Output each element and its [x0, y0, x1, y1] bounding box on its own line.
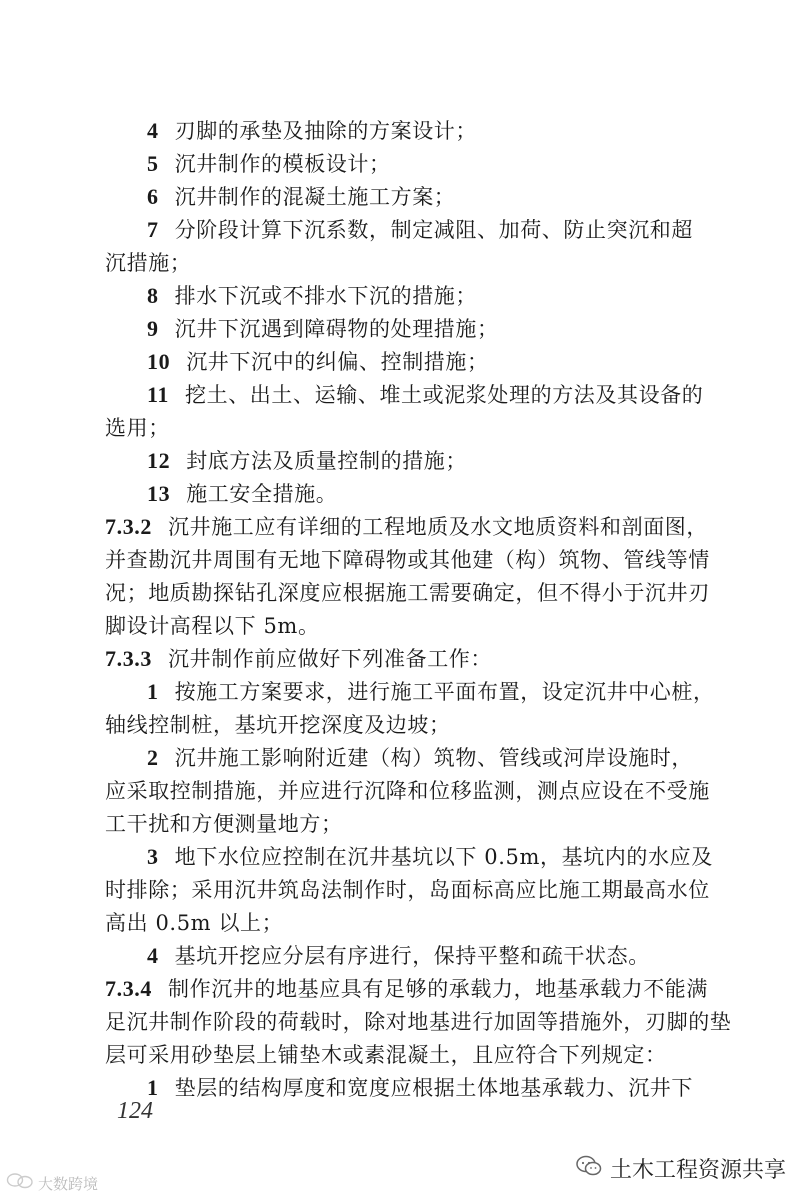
text-line	[147, 942, 804, 970]
section-number: 7.3.4	[105, 976, 152, 1001]
text-line	[147, 447, 804, 475]
item-number: 7	[147, 217, 159, 242]
line-text: 制作沉井的地基应具有足够的承载力，地基承载力不能满	[168, 977, 708, 1001]
line-text: 基坑开挖应分层有序进行，保持平整和疏干状态。	[174, 944, 650, 968]
item-number: 12	[147, 448, 171, 473]
text-line	[105, 579, 804, 607]
text-line	[147, 150, 804, 178]
text-line	[105, 711, 804, 739]
text-line	[147, 480, 804, 508]
text-line	[105, 1008, 804, 1036]
line-text: 应采取控制措施，并应进行沉降和位移监测，测点应设在不受施	[105, 779, 710, 803]
item-number: 1	[147, 679, 159, 704]
line-text: 沉井下沉中的纠偏、控制措施；	[186, 350, 489, 374]
item-number: 5	[147, 151, 159, 176]
text-line	[147, 216, 804, 244]
line-text: 分阶段计算下沉系数，制定减阻、加荷、防止突沉和超	[174, 218, 694, 242]
text-line	[105, 777, 804, 805]
line-text: 足沉井制作阶段的荷载时，除对地基进行加固等措施外，刃脚的垫	[105, 1010, 732, 1034]
item-number: 8	[147, 283, 159, 308]
watermark-right-text: 土木工程资源共享	[609, 1158, 786, 1183]
line-text: 沉井制作的模板设计；	[174, 152, 391, 176]
line-text: 沉井制作的混凝土施工方案；	[174, 185, 456, 209]
line-text: 沉井施工应有详细的工程地质及水文地质资料和剖面图，	[168, 515, 708, 539]
line-text: 沉井施工影响附近建（构）筑物、管线或河岸设施时，	[174, 746, 694, 770]
line-text: 垫层的结构厚度和宽度应根据土体地基承载力、沉井下	[174, 1076, 694, 1100]
line-text: 时排除；采用沉井筑岛法制作时，岛面标高应比施工期最高水位	[105, 878, 710, 902]
line-text: 沉井制作前应做好下列准备工作：	[168, 647, 492, 671]
line-text: 封底方法及质量控制的措施；	[186, 449, 468, 473]
text-line	[147, 1074, 804, 1102]
text-line	[105, 975, 804, 1003]
text-line	[105, 414, 804, 442]
text-line	[105, 513, 804, 541]
item-number: 13	[147, 481, 171, 506]
page-number: 124	[117, 1098, 153, 1124]
item-number: 6	[147, 184, 159, 209]
text-line	[147, 315, 804, 343]
line-text: 沉井下沉遇到障碍物的处理措施；	[174, 317, 499, 341]
line-text: 工干扰和方便测量地方；	[105, 812, 343, 836]
text-line	[147, 381, 804, 409]
text-line	[147, 678, 804, 706]
item-number: 2	[147, 745, 159, 770]
line-text: 况；地质勘探钻孔深度应根据施工需要确定，但不得小于沉井刃	[105, 581, 710, 605]
watermark-right	[576, 1153, 786, 1184]
text-line	[147, 348, 804, 376]
line-text: 施工安全措施。	[186, 482, 338, 506]
line-text: 轴线控制桩，基坑开挖深度及边坡；	[105, 713, 451, 737]
text-line	[147, 843, 804, 871]
text-line	[105, 876, 804, 904]
line-text: 高出 0.5m 以上；	[105, 911, 284, 935]
item-number: 4	[147, 943, 159, 968]
item-number: 1	[147, 1075, 159, 1100]
section-number: 7.3.2	[105, 514, 152, 539]
text-line	[105, 909, 804, 937]
watermark-left	[6, 1172, 98, 1194]
text-line	[105, 612, 804, 640]
item-number: 3	[147, 844, 159, 869]
text-line	[105, 249, 804, 277]
text-line	[147, 183, 804, 211]
item-number: 10	[147, 349, 171, 374]
line-text: 地下水位应控制在沉井基坑以下 0.5m，基坑内的水应及	[174, 845, 713, 869]
section-number: 7.3.3	[105, 646, 152, 671]
line-text: 脚设计高程以下 5m。	[105, 614, 320, 638]
line-text: 刃脚的承垫及抽除的方案设计；	[174, 119, 478, 143]
line-text: 层可采用砂垫层上铺垫木或素混凝土，且应符合下列规定：	[105, 1043, 667, 1067]
item-number: 11	[147, 382, 169, 407]
item-number: 4	[147, 118, 159, 143]
text-line	[105, 810, 804, 838]
text-line	[105, 546, 804, 574]
line-text: 沉措施；	[105, 251, 192, 275]
text-line	[147, 282, 804, 310]
line-text: 排水下沉或不排水下沉的措施；	[174, 284, 478, 308]
wechat-icon	[576, 1155, 602, 1183]
text-line	[105, 1041, 804, 1069]
text-line	[147, 744, 804, 772]
line-text: 选用；	[105, 416, 170, 440]
line-text: 按施工方案要求，进行施工平面布置，设定沉井中心桩，	[174, 680, 715, 704]
item-number: 9	[147, 316, 159, 341]
chat-bubble-icon	[6, 1172, 34, 1194]
line-text: 挖土、出土、运输、堆土或泥浆处理的方法及其设备的	[185, 383, 704, 407]
text-line	[105, 645, 804, 673]
line-text: 并查勘沉井周围有无地下障碍物或其他建（构）筑物、管线等情	[105, 548, 710, 572]
text-line	[147, 117, 804, 145]
watermark-left-text: 大数跨境	[38, 1174, 99, 1193]
